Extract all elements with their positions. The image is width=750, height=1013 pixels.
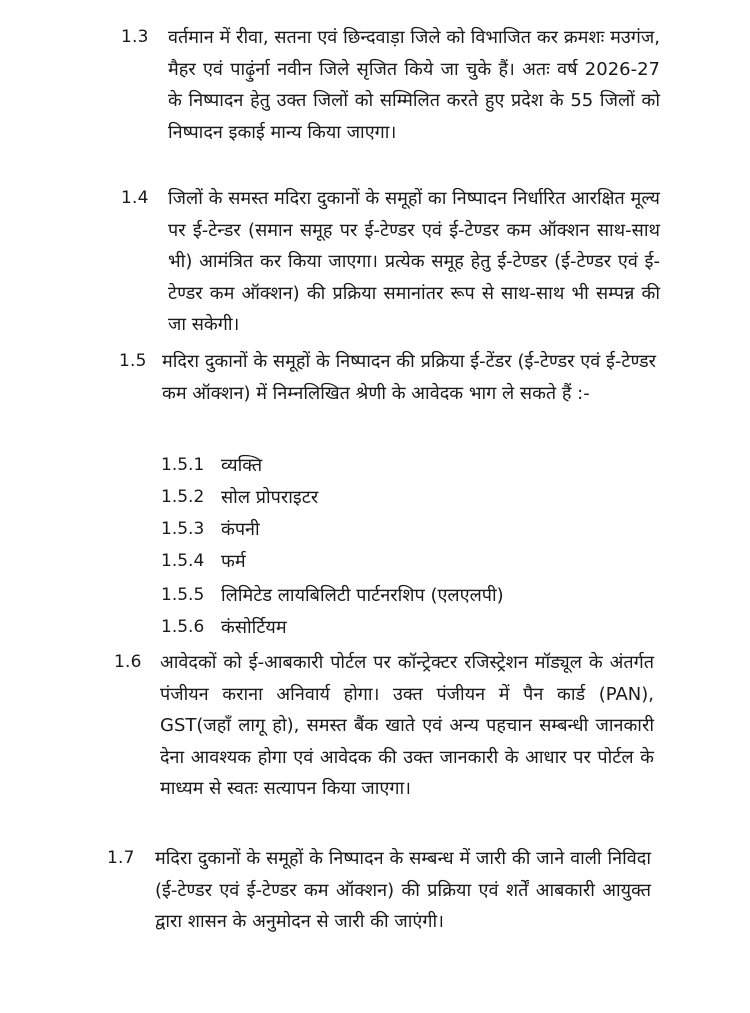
- list-item-number: 1.5.1: [161, 455, 205, 475]
- clause-text: वर्तमान में रीवा, सतना एवं छिन्दवाड़ा जिले को विभाजित कर क्रमशः मउगंज, मैहर एवं पाढ़ुंर्ना नवीन जिले सृजित किये जा चुके हैं। अतः वर्ष 2026-27 के निष्पादन हेतु उक्त जिलों को सम्मिलित करते हुए प्रदेश के 55 जिलों को निष्पादन इकाई मान्य किया जाएगा।: [168, 27, 660, 143]
- list-item: [0, 612, 750, 643]
- list-item: [0, 482, 750, 513]
- clause-number: 1.4: [121, 188, 149, 208]
- clause-text: आवेदकों को ई-आबकारी पोर्टल पर कॉन्ट्रेक्टर रजिस्ट्रेशन मॉड्यूल के अंतर्गत पंजीयन कराना अनिवार्य होगा। उक्त पंजीयन में पैन कार्ड (PAN), GST(जहाँ लागू हो), समस्त बैंक खाते एवं अन्य पहचान सम्बन्धी जानकारी देना आवश्यक होगा एवं आवेदक की उक्त जानकारी के आधार पर पोर्टल के माध्यम से स्वतः सत्यापन किया जाएगा।: [160, 652, 654, 799]
- list-item: [0, 580, 750, 611]
- list-item: [0, 450, 750, 481]
- list-item: [0, 514, 750, 545]
- list-item-label: कंसोर्टियम: [221, 617, 287, 638]
- list-item-number: 1.5.4: [161, 551, 205, 571]
- clause-text: जिलों के समस्त मदिरा दुकानों के समूहों का निष्पादन निर्धारित आरक्षित मूल्य पर ई-टेन्डर (समान समूह पर ई-टेण्डर एवं ई-टेण्डर कम ऑक्शन साथ-साथ भी) आमंत्रित कर किया जाएगा। प्रत्येक समूह हेतु ई-टेण्डर (ई-टेण्डर एवं ई-टेण्डर कम ऑक्शन) की प्रक्रिया समानांतर रूप से साथ-साथ भी सम्पन्न की जा सकेगी।: [168, 188, 660, 335]
- list-item-number: 1.5.3: [161, 519, 205, 539]
- clause-number: 1.3: [121, 27, 149, 47]
- clause-text: मदिरा दुकानों के समूहों के निष्पादन के सम्बन्ध में जारी की जाने वाली निविदा (ई-टेण्डर एवं ई-टेण्डर कम ऑक्शन) की प्रक्रिया एवं शर्तें आबकारी आयुक्त द्वारा शासन के अनुमोदन से जारी की जाएंगी।: [155, 848, 651, 932]
- clause-number: 1.6: [114, 652, 142, 672]
- clause-number: 1.5: [119, 351, 147, 371]
- list-item-label: फर्म: [221, 551, 246, 572]
- list-item-number: 1.5.2: [161, 487, 205, 507]
- clause-number: 1.7: [107, 848, 135, 868]
- list-item-number: 1.5.5: [161, 585, 205, 605]
- list-item: [0, 546, 750, 577]
- list-item-label: व्यक्ति: [221, 455, 263, 476]
- list-item-label: लिमिटेड लायबिलिटी पार्टनरशिप (एलएलपी): [221, 585, 504, 606]
- list-item-label: सोल प्रोपराइटर: [221, 487, 319, 508]
- clause-text: मदिरा दुकानों के समूहों के निष्पादन की प्रक्रिया ई-टेंडर (ई-टेण्डर एवं ई-टेण्डर कम ऑक्शन) में निम्नलिखित श्रेणी के आवेदक भाग ले सकते हैं :-: [162, 351, 656, 404]
- list-item-label: कंपनी: [221, 519, 260, 540]
- list-item-number: 1.5.6: [161, 617, 205, 637]
